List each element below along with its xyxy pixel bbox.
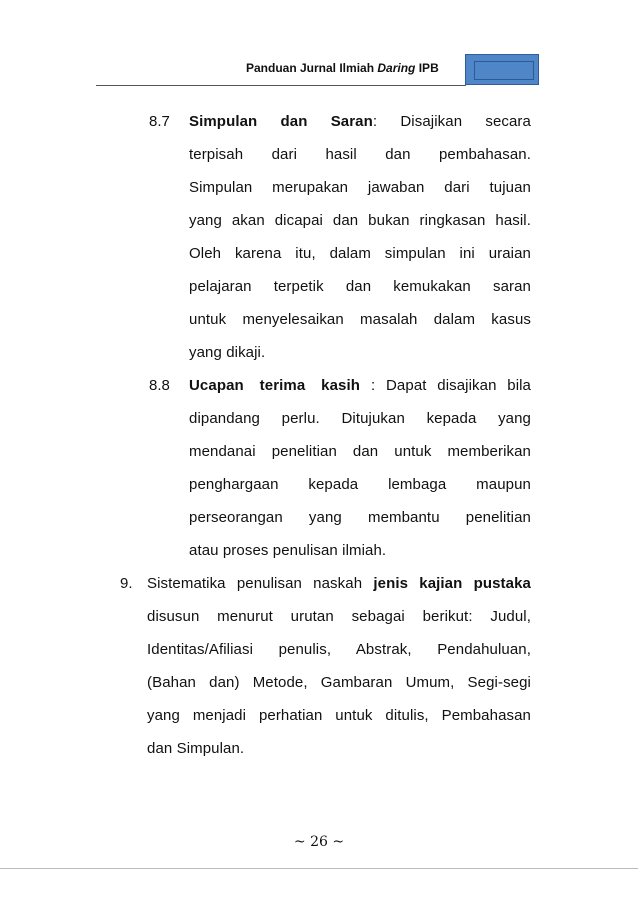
item-9-line-2: disusun menurut urutan sebagai berikut: Judul, (147, 608, 531, 625)
item-8-7-line-4: yang akan dicapai dan bukan ringkasan hasil. (189, 212, 531, 229)
item-number-9: 9. (120, 575, 133, 592)
item-9-line-1 (147, 574, 531, 594)
item-9-line-4: (Bahan dan) Metode, Gambaran Umum, Segi-segi (147, 674, 531, 691)
item-8-7-line-1: Simpulan dan Saran: Disajikan secara (189, 113, 531, 130)
page-bottom-rule (0, 868, 638, 869)
item-9-line-1-text: Sistematika penulisan naskah (147, 575, 374, 592)
item-number-8-8: 8.8 (149, 377, 170, 394)
header-title-suffix: IPB (415, 61, 439, 75)
header-decoration-inner (474, 61, 534, 80)
item-8-7-line-5: Oleh karena itu, dalam simpulan ini uraian (189, 245, 531, 262)
page-number: ~ 26 ~ (293, 834, 345, 850)
item-number-8-7: 8.7 (149, 113, 170, 130)
item-8-8-line-2: dipandang perlu. Ditujukan kepada yang (189, 410, 531, 427)
header-decoration-box (465, 54, 539, 85)
item-8-8-term: Ucapan terima kasih (189, 377, 360, 394)
item-8-8-line-1-text: : Dapat disajikan bila (371, 377, 531, 394)
header-title (246, 61, 439, 75)
header-title-text: Panduan Jurnal Ilmiah (246, 61, 378, 75)
header-title-italic: Daring (377, 61, 416, 75)
item-9-line-6: dan Simpulan. (147, 740, 245, 757)
header-rule (96, 85, 466, 86)
item-8-8-line-3: mendanai penelitian dan untuk memberikan (189, 443, 531, 460)
item-8-7-line-2: terpisah dari hasil dan pembahasan. (189, 146, 531, 163)
item-8-8-line-6: atau proses penulisan ilmiah. (189, 542, 387, 559)
item-9-line-5: yang menjadi perhatian untuk ditulis, Pembahasan (147, 707, 531, 724)
item-8-8-line-4: penghargaan kepada lembaga maupun (189, 476, 531, 493)
item-8-8-line-1 (189, 376, 531, 396)
item-8-7-line-3: Simpulan merupakan jawaban dari tujuan (189, 179, 531, 196)
item-9-line-3: Identitas/Afiliasi penulis, Abstrak, Pendahuluan, (147, 641, 531, 658)
item-8-7-line-6: pelajaran terpetik dan kemukakan saran (189, 278, 531, 295)
item-9-term: jenis kajian pustaka (373, 575, 531, 592)
item-8-7-line-8: yang dikaji. (189, 344, 266, 361)
item-8-7-line-7: untuk menyelesaikan masalah dalam kasus (189, 311, 531, 328)
item-8-8-line-5: perseorangan yang membantu penelitian (189, 509, 531, 526)
